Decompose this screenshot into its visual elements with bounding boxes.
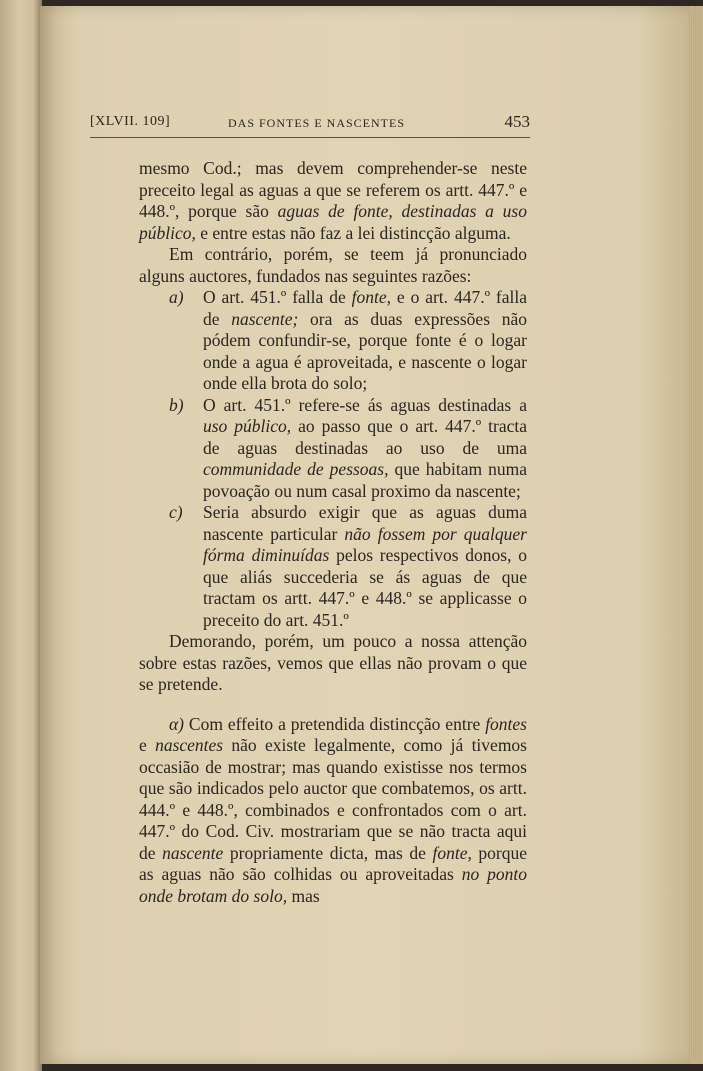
facing-page-edge — [0, 0, 42, 1071]
italic-phrase: aguas de fonte, destinadas a uso público, — [139, 201, 527, 243]
paragraph-objections: Em contrário, porém, se teem já pronunciado alguns auctores, fundados nas seguintes razões: — [139, 244, 527, 286]
item-text: O art. 451.º falla de fonte, e o art. 447.º falla de nascente; ora as duas expressões não pódem confundir-se, porque fonte é o logar onde a agua é aproveitada, e nascente o logar onde ella brota do solo; — [203, 287, 527, 393]
page-number: 453 — [504, 112, 530, 131]
list-item-a — [139, 287, 527, 395]
paragraph-alpha: α) Com effeito a pretendida distincção entre fontes e nascentes não existe legalmente, como já tivemos occasião de mostrar; mas quando existisse nos termos que são indicados pelo auctor que combatemos, os artt. 444.º e 448.º, combinados e confrontados com o art. 447.º do Cod. Civ. mostrariam que se não tracta aqui de nascente propriamente dicta, mas de fonte, porque as aguas não são colhidas ou aproveitadas no ponto onde brotam do solo, mas — [139, 713, 527, 906]
header-rule — [90, 137, 530, 138]
page-fore-edge — [689, 6, 703, 1064]
running-header — [90, 110, 530, 134]
item-label: a) — [169, 287, 184, 307]
item-label: b) — [169, 394, 184, 415]
list-item-b — [139, 395, 527, 503]
paragraph-continuation: mesmo Cod.; mas devem comprehender-se neste preceito legal as aguas a que se referem os artt. 447.º e 448.º, porque são aguas de fonte, destinadas a uso público, e entre estas não faz a lei distincção alguma. — [139, 158, 527, 243]
running-title: DAS FONTES E NASCENTES — [228, 116, 406, 130]
paragraph-rebuttal-intro: Demorando, porém, um pouco a nossa attenção sobre estas razões, vemos que ellas não provam o que se pretende. — [139, 631, 527, 694]
paragraph-gap — [139, 696, 527, 714]
body-text — [139, 158, 527, 907]
item-text: Seria absurdo exigir que as aguas duma nascente particular não fossem por qualquer fórma diminuídas pelos respectivos donos, o que aliás succederia se ás aguas de que tractam os artt. 447.º e 448.º se applicasse o preceito do art. 451.º — [203, 502, 527, 630]
item-label: c) — [169, 502, 183, 522]
section-reference: [XLVII. 109] — [90, 114, 171, 129]
item-text: O art. 451.º refere-se ás aguas destinadas a uso público, ao passo que o art. 447.º tracta de aguas destinadas ao uso de uma communidade de pessoas, que habitam numa povoação ou num casal proximo da nascente; — [203, 394, 527, 501]
list-item-c — [139, 502, 527, 631]
alpha-label: α) — [169, 713, 185, 734]
